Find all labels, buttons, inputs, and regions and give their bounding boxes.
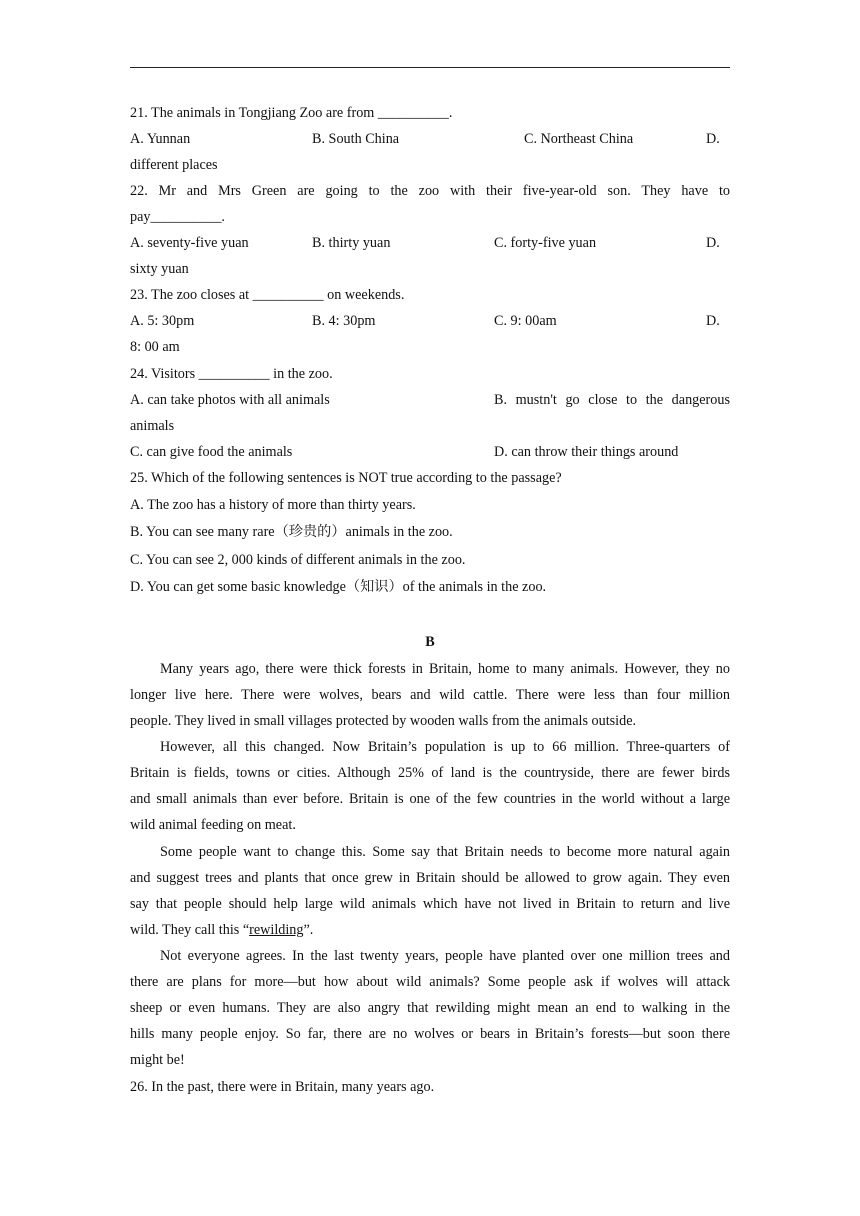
q25-stem: 25. Which of the following sentences is NOT true according to the passage? — [130, 470, 562, 486]
paragraph-1-line: people. They lived in small villages protected by wooden walls from the animals outside. — [130, 713, 637, 729]
q22-stem-line1: 22. Mr and Mrs Green are going to the zoo with their five-year-old son. They have to — [130, 183, 730, 199]
q21-stem: 21. The animals in Tongjiang Zoo are from __________. — [130, 105, 453, 121]
q22-option-a: A. seventy-five yuan — [130, 235, 249, 251]
q23-option-c: C. 9: 00am — [494, 313, 557, 329]
section-heading: B — [425, 634, 435, 650]
q23-option-d-text: 8: 00 am — [130, 339, 180, 355]
q22-option-c: C. forty-five yuan — [494, 235, 597, 251]
q21-option-d: D. — [706, 131, 720, 147]
paragraph-2-line: However, all this changed. Now Britain’s population is up to 66 million. Three-quarters of — [160, 739, 730, 755]
q23-option-d: D. — [706, 313, 720, 329]
q21-option-d-text: different places — [130, 157, 218, 173]
q23-stem: 23. The zoo closes at __________ on weekends. — [130, 287, 405, 303]
q21-option-b: B. South China — [312, 131, 400, 147]
q25-option-c: C. You can see 2, 000 kinds of different animals in the zoo. — [130, 552, 466, 568]
paragraph-4-line: hills many people enjoy. So far, there are no wolves or bears in Britain’s forests—but soon there — [130, 1026, 730, 1042]
q21-option-c: C. Northeast China — [524, 131, 634, 147]
q25-option-a: A. The zoo has a history of more than thirty years. — [130, 497, 416, 513]
q22-option-d: D. — [706, 235, 720, 251]
q25-option-b: B. You can see many rare（珍贵的）animals in the zoo. — [130, 524, 453, 540]
paragraph-4-line: might be! — [130, 1052, 185, 1068]
header-rule — [130, 67, 730, 68]
paragraph-1-line: Many years ago, there were thick forests in Britain, home to many animals. However, they no — [160, 661, 730, 677]
paragraph-4-line: there are plans for more—but how about wild animals? Some people ask if wolves will attack — [130, 974, 730, 990]
paragraph-3-line: Some people want to change this. Some say that Britain needs to become more natural again — [160, 844, 730, 860]
q23-option-a: A. 5: 30pm — [130, 313, 195, 329]
rewilding-term: rewilding — [249, 922, 304, 938]
paragraph-3-line: and suggest trees and plants that once grew in Britain should be allowed to grow again. They even — [130, 870, 730, 886]
q24-stem: 24. Visitors __________ in the zoo. — [130, 366, 333, 382]
paragraph-3-line — [130, 921, 730, 939]
q22-stem-line2: pay__________. — [130, 209, 225, 225]
q21-option-a: A. Yunnan — [130, 131, 191, 147]
paragraph-2-line: Britain is fields, towns or cities. Although 25% of land is the countryside, there are fewer birds — [130, 765, 730, 781]
q25-option-d: D. You can get some basic knowledge（知识）of the animals in the zoo. — [130, 579, 547, 595]
q24-option-b: B. mustn't go close to the dangerous — [494, 392, 730, 408]
q26-stem: 26. In the past, there were in Britain, many years ago. — [130, 1079, 435, 1095]
paragraph-4-line: sheep or even humans. They are also angry that rewilding might mean an end to walking in the — [130, 1000, 730, 1016]
paragraph-3-text: wild. They call this “ — [130, 922, 250, 938]
paragraph-2-line: and small animals than ever before. Britain is one of the few countries in the world without a large — [130, 791, 730, 807]
paragraph-4-line: Not everyone agrees. In the last twenty years, people have planted over one million trees and — [160, 948, 730, 964]
paragraph-3-text-end: ”. — [303, 922, 314, 938]
paragraph-1-line: longer live here. There were wolves, bears and wild cattle. There were less than four million — [130, 687, 730, 703]
q24-option-c: C. can give food the animals — [130, 444, 293, 460]
q24-option-d: D. can throw their things around — [494, 444, 679, 460]
q24-option-a: A. can take photos with all animals — [130, 392, 330, 408]
q22-option-d-text: sixty yuan — [130, 261, 189, 277]
paragraph-2-line: wild animal feeding on meat. — [130, 817, 296, 833]
q22-option-b: B. thirty yuan — [312, 235, 391, 251]
q24-option-b-text: animals — [130, 418, 175, 434]
q23-option-b: B. 4: 30pm — [312, 313, 376, 329]
paragraph-3-line: say that people should help large wild animals which have not lived in Britain to return and live — [130, 896, 730, 912]
